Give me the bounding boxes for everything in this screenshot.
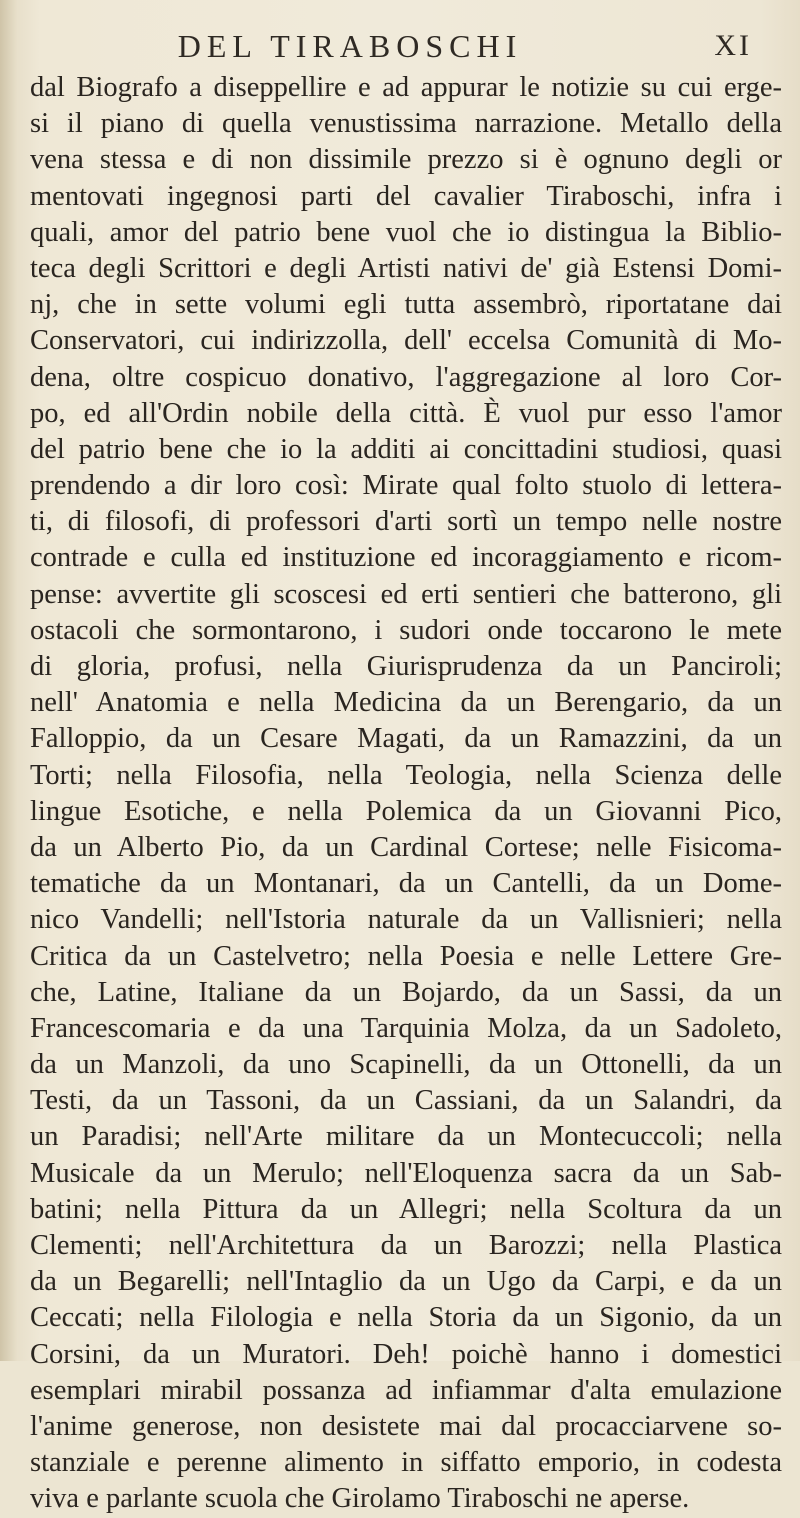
text-line: si il piano di quella venustissima narrazione. Metallo della — [30, 108, 782, 140]
text-line: da un Alberto Pio, da un Cardinal Cortese; nelle Fisicoma- — [30, 831, 782, 863]
text-line: Musicale da un Merulo; nell'Eloquenza sacra da un Sab- — [30, 1157, 782, 1189]
text-line: Torti; nella Filosofia, nella Teologia, nella Scienza delle — [30, 759, 782, 791]
page-number: XI — [714, 29, 752, 62]
text-line: l'anime generose, non desistete mai dal procacciarvene so- — [30, 1410, 782, 1442]
body-text — [30, 70, 782, 1518]
text-line: da un Begarelli; nell'Intaglio da un Ugo da Carpi, e da un — [30, 1266, 782, 1298]
text-line: Clementi; nell'Architettura da un Barozzi; nella Plastica — [30, 1230, 782, 1261]
text-line: Corsini, da un Muratori. Deh! poichè hanno i domestici — [30, 1338, 782, 1370]
text-line: Francescomaria e da una Tarquinia Molza, da un Sadoleto, — [30, 1012, 782, 1044]
text-line: ostacoli che sormontarono, i sudori onde toccarono le mete — [30, 614, 782, 646]
text-line: teca degli Scrittori e degli Artisti nativi de' già Estensi Domi- — [30, 252, 782, 284]
text-line: Testi, da un Tassoni, da un Cassiani, da un Salandri, da — [30, 1085, 782, 1117]
text-line: di gloria, profusi, nella Giurisprudenza da un Panciroli; — [30, 651, 782, 682]
running-head — [0, 26, 800, 66]
text-line: stanziale e perenne alimento in siffatto emporio, in codesta — [30, 1447, 782, 1479]
text-line: lingue Esotiche, e nella Polemica da un Giovanni Pico, — [30, 795, 782, 827]
text-line: batini; nella Pittura da un Allegri; nella Scoltura da un — [30, 1193, 782, 1225]
text-line: dena, oltre cospicuo donativo, l'aggregazione al loro Cor- — [30, 361, 782, 393]
text-line: nico Vandelli; nell'Istoria naturale da un Vallisnieri; nella — [30, 904, 782, 936]
text-line: Conservatori, cui indirizzolla, dell' eccelsa Comunità di Mo- — [30, 325, 782, 357]
text-line: ti, di filosofi, di professori d'arti sortì un tempo nelle nostre — [30, 506, 782, 538]
text-line: dal Biografo a diseppellire e ad appurar le notizie su cui erge- — [30, 72, 782, 103]
text-line: da un Manzoli, da uno Scapinelli, da un Ottonelli, da un — [30, 1049, 782, 1081]
text-line: pense: avvertite gli scoscesi ed erti sentieri che batterono, gli — [30, 578, 782, 610]
text-line: nj, che in sette volumi egli tutta assembrò, riportatane dai — [30, 289, 782, 321]
text-line: prendendo a dir loro così: Mirate qual folto stuolo di lettera- — [30, 470, 782, 502]
text-line: vena stessa e di non dissimile prezzo si è ognuno degli or — [30, 144, 782, 176]
page-gutter-shadow — [0, 0, 18, 1361]
text-line: tematiche da un Montanari, da un Cantelli, da un Dome- — [30, 868, 782, 900]
text-line: che, Latine, Italiane da un Bojardo, da un Sassi, da un — [30, 976, 782, 1008]
text-line: mentovati ingegnosi parti del cavalier Tiraboschi, infra i — [30, 180, 782, 212]
text-line: Ceccati; nella Filologia e nella Storia da un Sigonio, da un — [30, 1302, 782, 1334]
text-line: un Paradisi; nell'Arte militare da un Montecuccoli; nella — [30, 1121, 782, 1153]
text-line: po, ed all'Ordin nobile della città. È vuol pur esso l'amor — [30, 397, 782, 429]
text-line: Falloppio, da un Cesare Magati, da un Ramazzini, da un — [30, 723, 782, 755]
text-line: contrade e culla ed instituzione ed incoraggiamento e ricom- — [30, 542, 782, 574]
text-line: quali, amor del patrio bene vuol che io distingua la Biblio- — [30, 216, 782, 248]
text-line: del patrio bene che io la additi ai concittadini studiosi, quasi — [30, 433, 782, 465]
text-line: nell' Anatomia e nella Medicina da un Berengario, da un — [30, 687, 782, 719]
text-line: viva e parlante scuola che Girolamo Tiraboschi ne aperse. — [30, 1483, 690, 1515]
text-line: esemplari mirabil possanza ad infiammar d'alta emulazione — [30, 1374, 782, 1406]
running-title: DEL TIRABOSCHI — [177, 28, 523, 64]
text-line: Critica da un Castelvetro; nella Poesia e nelle Lettere Gre- — [30, 940, 782, 972]
